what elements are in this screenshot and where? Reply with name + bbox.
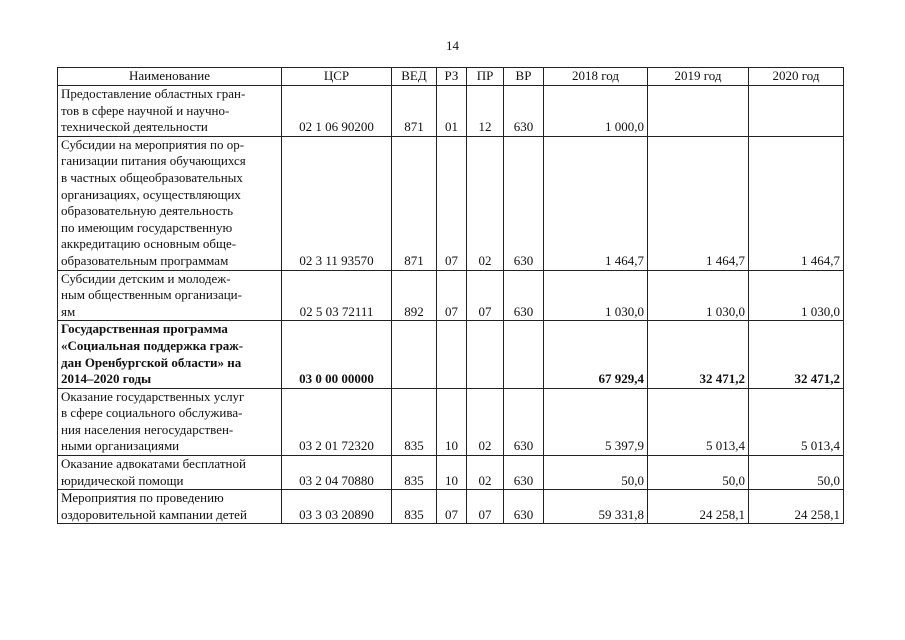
name-line: организациях, осуществляющих bbox=[61, 186, 241, 202]
name-line: Государственная программа bbox=[61, 321, 228, 337]
cell-pr: 07 bbox=[467, 270, 504, 321]
name-line: юридической помощи bbox=[61, 472, 184, 488]
cell-2020: 1 030,0 bbox=[749, 270, 844, 321]
cell-vr: 630 bbox=[504, 388, 544, 455]
table-row bbox=[58, 136, 844, 270]
cell-2018: 1 030,0 bbox=[544, 270, 648, 321]
cell-2020: 50,0 bbox=[749, 456, 844, 490]
cell-name bbox=[58, 136, 282, 270]
cell-rz: 10 bbox=[437, 388, 467, 455]
table-row bbox=[58, 456, 844, 490]
cell-vr: 630 bbox=[504, 490, 544, 524]
table-row bbox=[58, 490, 844, 524]
name-line: Предоставление областных гран- bbox=[61, 86, 246, 101]
cell-pr: 02 bbox=[467, 136, 504, 270]
name-line: оздоровительной кампании детей bbox=[61, 506, 247, 522]
cell-2019: 50,0 bbox=[648, 456, 749, 490]
cell-2019: 1 030,0 bbox=[648, 270, 749, 321]
cell-2018: 1 000,0 bbox=[544, 86, 648, 137]
name-line: Субсидии детским и молодеж- bbox=[61, 270, 231, 286]
cell-name bbox=[58, 490, 282, 524]
name-line: Мероприятия по проведению bbox=[61, 490, 224, 506]
name-line: ям bbox=[61, 303, 76, 319]
cell-pr: 02 bbox=[467, 388, 504, 455]
cell-csr: 03 0 00 00000 bbox=[282, 321, 392, 388]
col-header-ved: ВЕД bbox=[392, 68, 437, 86]
cell-vr bbox=[504, 321, 544, 388]
cell-2019: 1 464,7 bbox=[648, 136, 749, 270]
name-line: 2014–2020 годы bbox=[61, 371, 152, 387]
cell-name bbox=[58, 456, 282, 490]
cell-csr: 02 5 03 72111 bbox=[282, 270, 392, 321]
cell-vr: 630 bbox=[504, 136, 544, 270]
cell-name bbox=[58, 86, 282, 137]
cell-rz: 07 bbox=[437, 136, 467, 270]
name-line: технической деятельности bbox=[61, 119, 208, 135]
cell-ved: 835 bbox=[392, 490, 437, 524]
cell-vr: 630 bbox=[504, 86, 544, 137]
name-line: аккредитацию основным обще- bbox=[61, 236, 237, 252]
name-line: ния населения негосударствен- bbox=[61, 421, 234, 437]
cell-rz: 07 bbox=[437, 490, 467, 524]
cell-2019: 24 258,1 bbox=[648, 490, 749, 524]
cell-csr: 03 3 03 20890 bbox=[282, 490, 392, 524]
cell-2020: 5 013,4 bbox=[749, 388, 844, 455]
col-header-2019: 2019 год bbox=[648, 68, 749, 86]
cell-2019 bbox=[648, 86, 749, 137]
col-header-csr: ЦСР bbox=[282, 68, 392, 86]
name-line: дан Оренбургской области» на bbox=[61, 354, 242, 370]
name-line: ганизации питания обучающихся bbox=[61, 153, 246, 169]
cell-csr: 02 1 06 90200 bbox=[282, 86, 392, 137]
cell-2019: 5 013,4 bbox=[648, 388, 749, 455]
cell-vr: 630 bbox=[504, 456, 544, 490]
cell-pr bbox=[467, 321, 504, 388]
cell-2020: 1 464,7 bbox=[749, 136, 844, 270]
col-header-name: Наименование bbox=[58, 68, 282, 86]
col-header-rz: РЗ bbox=[437, 68, 467, 86]
cell-2020: 32 471,2 bbox=[749, 321, 844, 388]
cell-2018: 67 929,4 bbox=[544, 321, 648, 388]
table-header-row bbox=[58, 68, 844, 86]
name-line: в частных общеобразовательных bbox=[61, 169, 243, 185]
col-header-2020: 2020 год bbox=[749, 68, 844, 86]
col-header-2018: 2018 год bbox=[544, 68, 648, 86]
col-header-vr: ВР bbox=[504, 68, 544, 86]
name-line: Оказание адвокатами бесплатной bbox=[61, 456, 246, 472]
cell-ved bbox=[392, 321, 437, 388]
page-number: 14 bbox=[446, 38, 459, 53]
name-line: по имеющим государственную bbox=[61, 219, 233, 235]
name-line: Оказание государственных услуг bbox=[61, 388, 245, 404]
cell-ved: 835 bbox=[392, 456, 437, 490]
col-header-pr: ПР bbox=[467, 68, 504, 86]
cell-name bbox=[58, 270, 282, 321]
cell-rz: 10 bbox=[437, 456, 467, 490]
cell-ved: 871 bbox=[392, 136, 437, 270]
cell-ved: 835 bbox=[392, 388, 437, 455]
cell-2019: 32 471,2 bbox=[648, 321, 749, 388]
name-line: Субсидии на мероприятия по ор- bbox=[61, 136, 245, 152]
cell-ved: 871 bbox=[392, 86, 437, 137]
cell-csr: 02 3 11 93570 bbox=[282, 136, 392, 270]
table-row bbox=[58, 270, 844, 321]
cell-2018: 50,0 bbox=[544, 456, 648, 490]
cell-rz bbox=[437, 321, 467, 388]
cell-ved: 892 bbox=[392, 270, 437, 321]
cell-name bbox=[58, 321, 282, 388]
cell-2020 bbox=[749, 86, 844, 137]
table-row bbox=[58, 388, 844, 455]
name-line: образовательную деятельность bbox=[61, 203, 234, 219]
cell-2020: 24 258,1 bbox=[749, 490, 844, 524]
name-line: «Социальная поддержка граж- bbox=[61, 337, 244, 353]
name-line: образовательным программам bbox=[61, 252, 229, 268]
table-row bbox=[58, 86, 844, 137]
table-body bbox=[58, 86, 844, 524]
cell-vr: 630 bbox=[504, 270, 544, 321]
cell-2018: 5 397,9 bbox=[544, 388, 648, 455]
cell-csr: 03 2 04 70880 bbox=[282, 456, 392, 490]
cell-pr: 07 bbox=[467, 490, 504, 524]
name-line: тов в сфере научной и научно- bbox=[61, 102, 230, 118]
cell-pr: 02 bbox=[467, 456, 504, 490]
cell-pr: 12 bbox=[467, 86, 504, 137]
budget-table bbox=[57, 67, 844, 524]
cell-rz: 07 bbox=[437, 270, 467, 321]
cell-rz: 01 bbox=[437, 86, 467, 137]
name-line: в сфере социального обслужива- bbox=[61, 405, 243, 421]
cell-name bbox=[58, 388, 282, 455]
table-row bbox=[58, 321, 844, 388]
cell-2018: 59 331,8 bbox=[544, 490, 648, 524]
cell-csr: 03 2 01 72320 bbox=[282, 388, 392, 455]
cell-2018: 1 464,7 bbox=[544, 136, 648, 270]
name-line: ным общественным организаци- bbox=[61, 287, 242, 303]
name-line: ными организациями bbox=[61, 438, 180, 454]
